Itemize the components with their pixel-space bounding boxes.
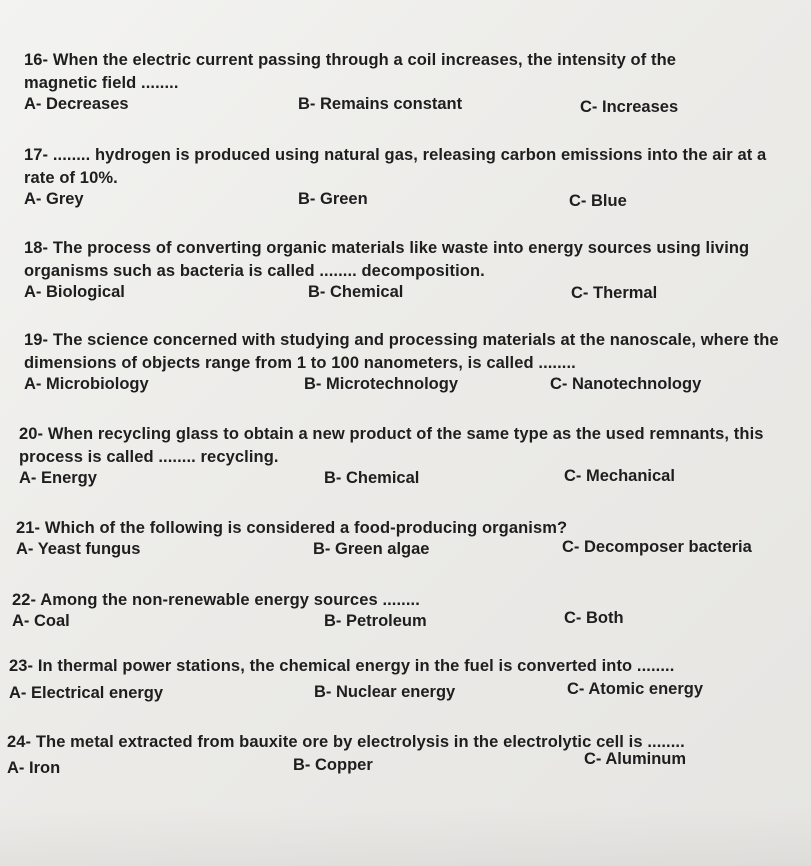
option-b[interactable]: B- Remains constant [298,95,463,113]
question-20 [19,423,779,493]
option-c[interactable]: C- Aluminum [584,750,687,768]
options-row [16,540,776,564]
option-b[interactable]: B- Chemical [308,283,404,301]
question-stem: 17- ........ hydrogen is produced using natural gas, releasing carbon emissions into the air at a rate of 10%. [24,146,767,187]
options-row [19,469,779,493]
options-row [24,95,704,119]
question-stem: 20- When recycling glass to obtain a new product of the same type as the used remnants, this process is called ........ recycling. [19,425,764,466]
question-16 [24,49,704,119]
question-stem: 24- The metal extracted from bauxite ore by electrolysis in the electrolytic cell is ........ [7,733,685,751]
options-row [24,190,784,214]
question-21 [16,517,776,564]
question-stem: 21- Which of the following is considered a food-producing organism? [16,519,568,537]
option-a[interactable]: A- Energy [19,469,97,487]
option-b[interactable]: B- Microtechnology [304,375,459,393]
question-17 [24,144,784,214]
question-stem: 19- The science concerned with studying and processing materials at the nanoscale, where the dimensions of objects range from 1 to 100 nanometers, is called ........ [24,331,779,372]
option-c[interactable]: C- Nanotechnology [550,375,702,393]
question-18 [24,237,784,307]
option-c[interactable]: C- Atomic energy [567,680,703,698]
option-b[interactable]: B- Nuclear energy [314,683,456,701]
paper-shadow [0,806,811,866]
option-a[interactable]: A- Iron [7,759,61,777]
options-row [7,750,767,778]
option-a[interactable]: A- Grey [24,190,84,208]
option-b[interactable]: B- Petroleum [324,612,427,630]
question-stem: 16- When the electric current passing through a coil increases, the intensity of the magnetic field ........ [24,51,677,92]
options-row [12,609,772,636]
question-stem: 22- Among the non-renewable energy sources ........ [12,591,420,609]
options-row [24,283,784,307]
options-row [24,375,784,399]
option-c[interactable]: C- Both [564,609,624,627]
option-a[interactable]: A- Yeast fungus [16,540,141,558]
option-a[interactable]: A- Coal [12,612,70,630]
question-22 [12,589,772,636]
option-a[interactable]: A- Microbiology [24,375,149,393]
option-b[interactable]: B- Green [298,190,368,208]
option-b[interactable]: B- Green algae [313,540,430,558]
option-c[interactable]: C- Mechanical [564,467,675,485]
option-a[interactable]: A- Electrical energy [9,684,164,702]
option-c[interactable]: C- Decomposer bacteria [562,538,752,556]
option-c[interactable]: C- Blue [569,192,627,210]
option-c[interactable]: C- Increases [580,98,679,116]
question-stem: 23- In thermal power stations, the chemical energy in the fuel is converted into ........ [9,657,675,675]
option-b[interactable]: B- Chemical [324,469,420,487]
question-24 [7,731,767,778]
option-a[interactable]: A- Decreases [24,95,129,113]
question-23 [9,655,769,702]
options-row [9,678,769,702]
question-stem: 18- The process of converting organic materials like waste into energy sources using living organisms such as bacteria is called ........ decomposition. [24,239,750,280]
question-19 [24,329,784,399]
option-c[interactable]: C- Thermal [571,284,658,302]
option-b[interactable]: B- Copper [293,756,373,774]
option-a[interactable]: A- Biological [24,283,125,301]
